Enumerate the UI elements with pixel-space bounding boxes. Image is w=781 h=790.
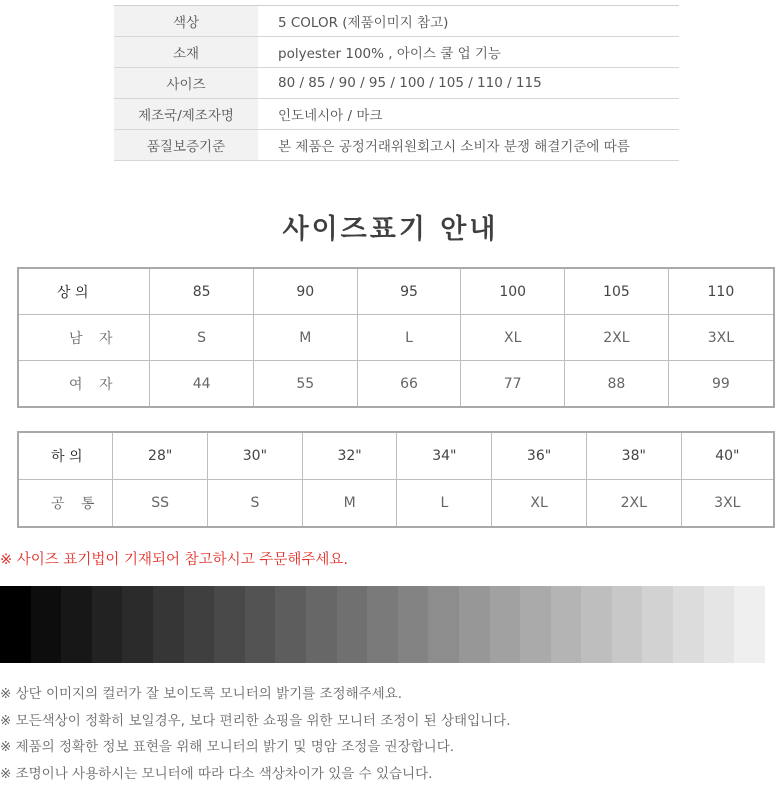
table-row bbox=[18, 315, 774, 361]
gradient-swatch bbox=[642, 586, 673, 663]
note-line: ※ 제품의 정확한 정보 표현을 위해 모니터의 밝기 및 명암 조정을 권장합니다. bbox=[0, 737, 511, 764]
table-cell: 34" bbox=[397, 432, 492, 480]
spec-key: 소재 bbox=[114, 37, 258, 68]
gradient-swatch bbox=[612, 586, 643, 663]
table-cell: 남 자 bbox=[18, 315, 150, 361]
table-cell: 66 bbox=[357, 361, 461, 408]
table-cell: M bbox=[253, 315, 357, 361]
table-cell: 38" bbox=[586, 432, 681, 480]
spec-row bbox=[114, 6, 679, 37]
table-cell: 3XL bbox=[681, 480, 774, 528]
gradient-swatch bbox=[245, 586, 276, 663]
gradient-swatch bbox=[367, 586, 398, 663]
spec-row bbox=[114, 37, 679, 68]
size-guide-title: 사이즈표기 안내 bbox=[0, 207, 781, 246]
spec-key: 사이즈 bbox=[114, 68, 258, 99]
gradient-swatch bbox=[581, 586, 612, 663]
table-cell: 30" bbox=[208, 432, 303, 480]
gradient-swatch bbox=[704, 586, 735, 663]
spec-value: polyester 100% , 아이스 쿨 업 기능 bbox=[258, 37, 679, 68]
gradient-swatch bbox=[275, 586, 306, 663]
gradient-swatch bbox=[398, 586, 429, 663]
gradient-swatch bbox=[520, 586, 551, 663]
table-cell: 95 bbox=[357, 268, 461, 315]
table-cell: 100 bbox=[461, 268, 565, 315]
spec-key: 색상 bbox=[114, 6, 258, 37]
table-cell: 40" bbox=[681, 432, 774, 480]
table-cell: 110 bbox=[668, 268, 774, 315]
table-cell: S bbox=[208, 480, 303, 528]
spec-value: 80 / 85 / 90 / 95 / 100 / 105 / 110 / 115 bbox=[258, 68, 679, 99]
table-cell: XL bbox=[461, 315, 565, 361]
product-info-table bbox=[114, 5, 679, 161]
table-cell: 상 의 bbox=[18, 268, 150, 315]
table-cell: 3XL bbox=[668, 315, 774, 361]
table-header-row bbox=[18, 432, 774, 480]
gradient-swatch bbox=[92, 586, 123, 663]
size-notice: ※ 사이즈 표기법이 기재되어 참고하시고 주문해주세요. bbox=[0, 548, 348, 569]
table-cell: 99 bbox=[668, 361, 774, 408]
spec-value: 본 제품은 공정거래위원회고시 소비자 분쟁 해결기준에 따름 bbox=[258, 130, 679, 161]
gradient-swatch bbox=[337, 586, 368, 663]
spec-value: 5 COLOR (제품이미지 참고) bbox=[258, 6, 679, 37]
table-cell: SS bbox=[113, 480, 208, 528]
table-cell: 88 bbox=[565, 361, 669, 408]
table-cell: S bbox=[150, 315, 254, 361]
table-cell: 32" bbox=[302, 432, 397, 480]
table-cell: 77 bbox=[461, 361, 565, 408]
table-cell: 44 bbox=[150, 361, 254, 408]
gradient-swatch bbox=[459, 586, 490, 663]
table-cell: 105 bbox=[565, 268, 669, 315]
gradient-swatch bbox=[153, 586, 184, 663]
spec-row bbox=[114, 99, 679, 130]
table-cell: 2XL bbox=[565, 315, 669, 361]
spec-row bbox=[114, 68, 679, 99]
gradient-swatch bbox=[306, 586, 337, 663]
spec-key: 제조국/제조자명 bbox=[114, 99, 258, 130]
gradient-swatch bbox=[551, 586, 582, 663]
gradient-swatch bbox=[734, 586, 765, 663]
gradient-swatch bbox=[214, 586, 245, 663]
top-size-table bbox=[17, 267, 775, 408]
monitor-calibration-gradient bbox=[0, 586, 765, 663]
spec-value: 인도네시아 / 마크 bbox=[258, 99, 679, 130]
table-cell: XL bbox=[492, 480, 587, 528]
table-row bbox=[18, 361, 774, 408]
table-cell: L bbox=[397, 480, 492, 528]
gradient-swatch bbox=[31, 586, 62, 663]
bottom-size-table bbox=[17, 431, 775, 528]
gradient-swatch bbox=[428, 586, 459, 663]
table-header-row bbox=[18, 268, 774, 315]
notes-list bbox=[0, 684, 511, 790]
spec-row bbox=[114, 130, 679, 161]
table-cell: 85 bbox=[150, 268, 254, 315]
table-cell: 55 bbox=[253, 361, 357, 408]
table-cell: 90 bbox=[253, 268, 357, 315]
table-cell: 공 통 bbox=[18, 480, 113, 528]
table-cell: 2XL bbox=[586, 480, 681, 528]
table-row bbox=[18, 480, 774, 528]
gradient-swatch bbox=[0, 586, 31, 663]
gradient-swatch bbox=[184, 586, 215, 663]
note-line: ※ 상단 이미지의 컬러가 잘 보이도록 모니터의 밝기를 조정해주세요. bbox=[0, 684, 511, 711]
table-cell: 하 의 bbox=[18, 432, 113, 480]
table-cell: L bbox=[357, 315, 461, 361]
table-cell: M bbox=[302, 480, 397, 528]
gradient-swatch bbox=[490, 586, 521, 663]
table-cell: 36" bbox=[492, 432, 587, 480]
gradient-swatch bbox=[122, 586, 153, 663]
gradient-swatch bbox=[673, 586, 704, 663]
note-line: ※ 조명이나 사용하시는 모니터에 따라 다소 색상차이가 있을 수 있습니다. bbox=[0, 764, 511, 790]
gradient-swatch bbox=[61, 586, 92, 663]
table-cell: 여 자 bbox=[18, 361, 150, 408]
table-cell: 28" bbox=[113, 432, 208, 480]
spec-key: 품질보증기준 bbox=[114, 130, 258, 161]
note-line: ※ 모든색상이 정확히 보일경우, 보다 편리한 쇼핑을 위한 모니터 조정이 된 상태입니다. bbox=[0, 711, 511, 738]
